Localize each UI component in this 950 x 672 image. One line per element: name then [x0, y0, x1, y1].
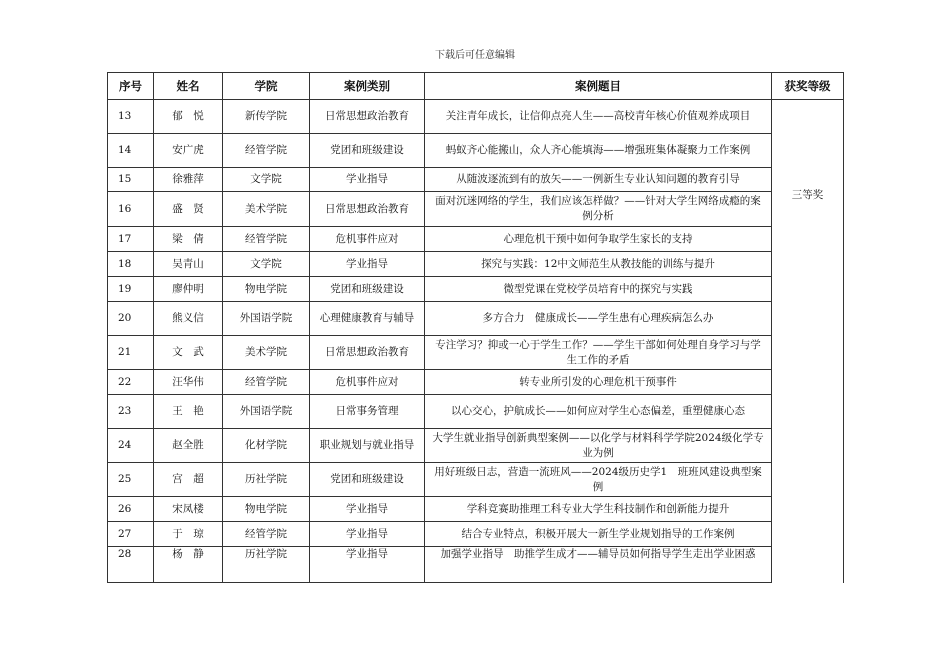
- row-name: 廖仲明: [154, 277, 223, 302]
- row-college: 经管学院: [223, 522, 310, 547]
- row-category: 日常思想政治教育: [310, 192, 425, 227]
- row-category: 日常事务管理: [310, 395, 425, 429]
- row-name: 王 艳: [154, 395, 223, 429]
- table-row: [108, 192, 844, 227]
- row-title: 学科竞赛助推理工科专业大学生科技制作和创新能力提升: [425, 497, 772, 522]
- row-name: 吴青山: [154, 252, 223, 277]
- row-no: 27: [108, 522, 154, 547]
- row-title: 面对沉迷网络的学生，我们应该怎样做？——针对大学生网络成瘾的案例分析: [425, 192, 772, 227]
- row-name: 于 琼: [154, 522, 223, 547]
- row-category: 学业指导: [310, 252, 425, 277]
- award-level: 三等奖: [772, 100, 844, 583]
- row-title: 微型党课在党校学员培育中的探究与实践: [425, 277, 772, 302]
- row-no: 25: [108, 463, 154, 497]
- row-name: 宫 超: [154, 463, 223, 497]
- row-no: 20: [108, 302, 154, 336]
- award-table: [107, 72, 844, 583]
- row-name: 宋凤楼: [154, 497, 223, 522]
- row-name: 杨 静: [154, 547, 223, 583]
- header-note: 下载后可任意编辑: [435, 50, 515, 61]
- column-header-name: 姓名: [154, 73, 223, 100]
- row-no: 23: [108, 395, 154, 429]
- table-row: [108, 463, 844, 497]
- row-title: 结合专业特点，积极开展大一新生学业规划指导的工作案例: [425, 522, 772, 547]
- row-no: 18: [108, 252, 154, 277]
- row-no: 14: [108, 134, 154, 168]
- row-college: 经管学院: [223, 227, 310, 252]
- table-row: [108, 522, 844, 547]
- row-title: 多方合力 健康成长——学生患有心理疾病怎么办: [425, 302, 772, 336]
- table-row: [108, 134, 844, 168]
- row-college: 美术学院: [223, 336, 310, 370]
- row-name: 安广虎: [154, 134, 223, 168]
- row-category: 学业指导: [310, 547, 425, 583]
- row-category: 危机事件应对: [310, 370, 425, 395]
- row-college: 物电学院: [223, 497, 310, 522]
- row-name: 文 武: [154, 336, 223, 370]
- row-title: 关注青年成长，让信仰点亮人生——高校青年核心价值观养成项目: [425, 100, 772, 134]
- row-college: 新传学院: [223, 100, 310, 134]
- row-no: 15: [108, 168, 154, 192]
- row-no: 24: [108, 429, 154, 463]
- row-title: 蚂蚁齐心能搬山，众人齐心能填海——增强班集体凝聚力工作案例: [425, 134, 772, 168]
- column-header-title: 案例题目: [425, 73, 772, 100]
- row-college: 外国语学院: [223, 302, 310, 336]
- row-college: 历社学院: [223, 463, 310, 497]
- table-row: [108, 547, 844, 583]
- column-header-category: 案例类别: [310, 73, 425, 100]
- column-header-award: 获奖等级: [772, 73, 844, 100]
- row-title: 专注学习？抑或一心于学生工作？——学生干部如何处理自身学习与学生工作的矛盾: [425, 336, 772, 370]
- table-row: [108, 227, 844, 252]
- row-name: 熊义信: [154, 302, 223, 336]
- row-category: 党团和班级建设: [310, 134, 425, 168]
- table-row: [108, 336, 844, 370]
- table-row: [108, 100, 844, 134]
- row-no: 19: [108, 277, 154, 302]
- column-header-college: 学院: [223, 73, 310, 100]
- row-no: 21: [108, 336, 154, 370]
- row-college: 化材学院: [223, 429, 310, 463]
- row-college: 经管学院: [223, 134, 310, 168]
- row-college: 经管学院: [223, 370, 310, 395]
- row-no: 28: [108, 547, 154, 583]
- row-category: 日常思想政治教育: [310, 100, 425, 134]
- row-college: 美术学院: [223, 192, 310, 227]
- table-row: [108, 277, 844, 302]
- table-row: [108, 429, 844, 463]
- table-row: [108, 252, 844, 277]
- table-row: [108, 302, 844, 336]
- row-title: 转专业所引发的心理危机干预事件: [425, 370, 772, 395]
- row-category: 党团和班级建设: [310, 277, 425, 302]
- column-header-no: 序号: [108, 73, 154, 100]
- table-header-row: [108, 73, 844, 100]
- row-title: 大学生就业指导创新典型案例——以化学与材料科学学院2024级化学专业为例: [425, 429, 772, 463]
- row-title: 加强学业指导 助推学生成才——辅导员如何指导学生走出学业困惑: [425, 547, 772, 583]
- row-no: 17: [108, 227, 154, 252]
- row-no: 26: [108, 497, 154, 522]
- row-title: 用好班级日志，营造一流班风——2024级历史学1 班班风建设典型案例: [425, 463, 772, 497]
- row-no: 16: [108, 192, 154, 227]
- row-category: 日常思想政治教育: [310, 336, 425, 370]
- row-name: 盛 贤: [154, 192, 223, 227]
- row-no: 22: [108, 370, 154, 395]
- row-name: 梁 倩: [154, 227, 223, 252]
- row-category: 学业指导: [310, 522, 425, 547]
- row-college: 历社学院: [223, 547, 310, 583]
- row-no: 13: [108, 100, 154, 134]
- row-college: 文学院: [223, 252, 310, 277]
- row-college: 物电学院: [223, 277, 310, 302]
- row-college: 文学院: [223, 168, 310, 192]
- row-category: 职业规划与就业指导: [310, 429, 425, 463]
- row-title: 以心交心，护航成长——如何应对学生心态偏差，重塑健康心态: [425, 395, 772, 429]
- row-title: 从随波逐流到有的放矢——一例新生专业认知问题的教育引导: [425, 168, 772, 192]
- row-name: 徐雅萍: [154, 168, 223, 192]
- row-title: 心理危机干预中如何争取学生家长的支持: [425, 227, 772, 252]
- row-college: 外国语学院: [223, 395, 310, 429]
- table-row: [108, 497, 844, 522]
- row-name: 郁 悦: [154, 100, 223, 134]
- row-category: 危机事件应对: [310, 227, 425, 252]
- table-row: [108, 370, 844, 395]
- table-row: [108, 168, 844, 192]
- row-category: 学业指导: [310, 168, 425, 192]
- row-name: 赵全胜: [154, 429, 223, 463]
- row-category: 心理健康教育与辅导: [310, 302, 425, 336]
- row-category: 学业指导: [310, 497, 425, 522]
- row-title: 探究与实践：12中文师范生从教技能的训练与提升: [425, 252, 772, 277]
- row-name: 汪华伟: [154, 370, 223, 395]
- table-row: [108, 395, 844, 429]
- row-category: 党团和班级建设: [310, 463, 425, 497]
